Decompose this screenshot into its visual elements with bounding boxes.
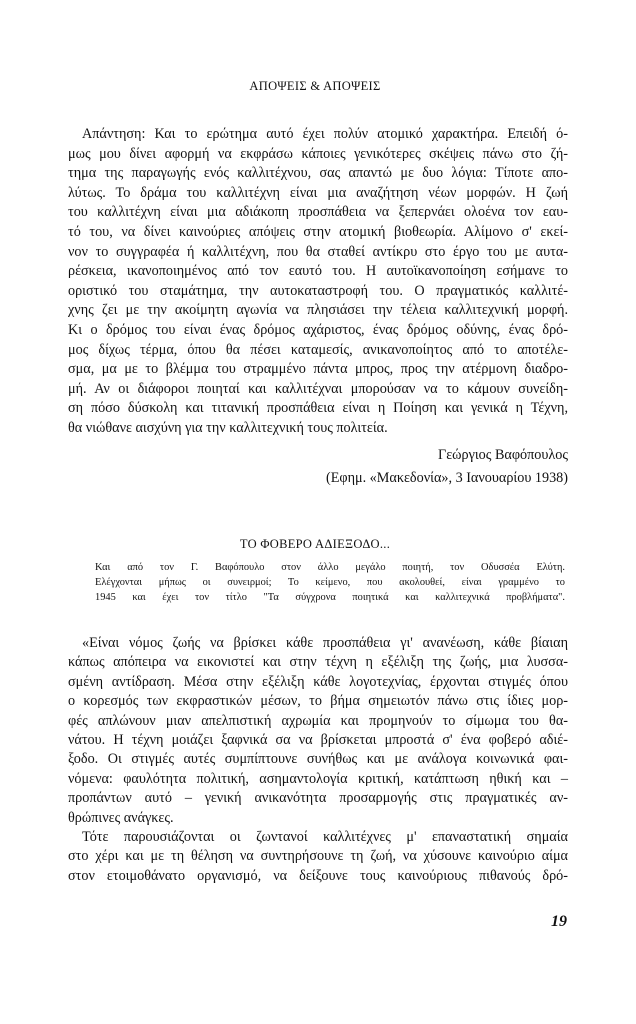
section-heading: ΤΟ ΦΟΒΕΡΟ ΑΔΙΕΞΟΔΟ... xyxy=(239,537,391,551)
text-line: ση πόσο δύσκολη και τιτανική προσπάθεια είναι η Ποίηση και γενικά η Τέχνη, xyxy=(68,400,568,417)
text-line: στο χέρι και με τη θέληση να συντηρήσουνε τη ζωή, να χύσουνε καινούριο αίμα xyxy=(68,848,568,865)
text-line: του καλλιτέχνη είναι μια αδιάκοπη προσπάθεια να ξεπερνάει ολοένα τον εαυ- xyxy=(68,204,568,221)
text-line: μος δίχως τέρμα, όπου θα πέσει καταμεσίς, ανικανοποίητος από το αποτέλε- xyxy=(68,341,568,358)
text-line: ξοδο. Οι στιγμές αυτές συμπίπτουνε συνήθως και με ανάλογα κοινωνικά φαι- xyxy=(68,751,568,768)
text-line: νον το συγγραφέα ή καλλιτέχνη, που θα σταθεί αντίκρυ στο έργο του με αυτα- xyxy=(68,243,568,260)
text-line: χνης ζει με την ακοίμητη αγωνία να πλησιάσει την τέλεια καλλιτεχνική μορφή. xyxy=(68,302,568,319)
source-citation: (Εφημ. «Μακεδονία», 3 Ιανουαρίου 1938) xyxy=(325,470,568,486)
text-line: μως μου δίνει αφορμή να εκφράσω κάποιες γενικότερες σκέψεις πάνω στο ζή- xyxy=(68,145,568,162)
text-line: Τότε παρουσιάζονται οι ζωντανοί καλλιτέχνες μ' επαναστατική σημαία xyxy=(82,829,568,845)
text-line: θα νιώθανε αισχύνη για την καλλιτεχνική τους πολιτεία. xyxy=(68,420,388,436)
text-line: φές απλώνουν μιαν απελπιστική αχρωμία και προμηνούν το σίμωμα του θα- xyxy=(68,712,568,729)
section-heading: ΑΠΟΨΕΙΣ & ΑΠΟΨΕΙΣ xyxy=(249,79,381,93)
page-number: 19 xyxy=(551,913,567,930)
text-line: λύτως. Το δράμα του καλλιτέχνη είναι μια αναζήτηση νέων μορφών. Η ζωή xyxy=(68,184,568,201)
text-line: οριστικό του σταμάτημα, την αυτοκαταστροφή του. Ο πραγματικός καλλιτέ- xyxy=(68,282,568,299)
text-line: Κι ο δρόμος του είναι ένας δρόμος αχάριστος, ένας δρόμος οδύνης, ένας δρό- xyxy=(68,322,568,338)
text-line: θρώπινες ανάγκες. xyxy=(68,809,174,826)
note-line: Και από τον Γ. Βαφόπουλο στον άλλο μεγάλο ποιητή, τον Οδυσσέα Ελύτη. xyxy=(95,562,565,573)
text-line: τό του, να δίνει καινούριες απόψεις στην ατομική βιοθεωρία. Αλίμονο σ' εκεί- xyxy=(68,224,568,240)
text-line: σμα, μα με το βλέμμα του στραμμένο πάντα μπρος, προς την ατέρμονη διαδρο- xyxy=(68,361,568,378)
text-line: κάπως απόπειρα να εικονιστεί και στην τέχνη η εξέλιξη της ζωής, μια λυσσα- xyxy=(68,654,568,671)
text-line: ο κορεσμός των εκφραστικών μέσων, το βήμα σημειωτόν πάνω στις ίδιες μορ- xyxy=(68,693,568,710)
text-line: νάτου. Η τέχνη μοιάζει ξαφνικά σα να βρίσκεται μπροστά σ' ένα φοβερό αδιέ- xyxy=(68,732,568,748)
text-line: Απάντηση: Και το ερώτημα αυτό έχει πολύν ατομικό χαρακτήρα. Επειδή ό- xyxy=(82,126,568,142)
text-line: ρέσκεια, ικανοποιημένος από τον εαυτό του. Η αυτοϊκανοποίηση εσήμανε το xyxy=(68,263,568,280)
text-line: μή. Αν οι διάφοροι ποιηταί και καλλιτέχναι μπορούσαν να το κάμουν συνείδη- xyxy=(68,380,568,397)
text-line: νόμενα: φαυλότητα πολιτική, ασημαντολογία κριτική, κατάπτωση ηθική και – xyxy=(68,770,568,787)
text-line: τημα της παραγωγής ενός καλλιτέχνου, σας απαντώ με δυο λόγια: Τίποτε απο- xyxy=(68,165,568,182)
text-line: «Είναι νόμος ζωής να βρίσκει κάθε προσπάθεια γι' ανανέωση, κάθε βίαιαη xyxy=(82,635,568,651)
text-line: σμένη αντίδραση. Μέσα στην εξέλιξη κάθε λογοτεχνίας, έρχονται στιγμές όπου xyxy=(68,673,568,690)
signature: Γεώργιος Βαφόπουλος xyxy=(438,447,568,463)
note-line: 1945 και έχει τον τίτλο "Τα σύγχρονα ποιητικά και καλλιτεχνικά προβλήματα". xyxy=(95,592,565,603)
text-line: στον ετοιμοθάνατο οργανισμό, να δείξουνε τους καινούριους πιθανούς δρό- xyxy=(68,867,568,884)
text-line: προπάντων αυτό – γενική ανικανότητα προσαρμογής στις πραγματικές αν- xyxy=(68,790,568,807)
note-line: Ελέγχονται μήπως οι συνειρμοί; Το κείμενο, που ακολουθεί, είναι γραμμένο το xyxy=(95,577,565,588)
